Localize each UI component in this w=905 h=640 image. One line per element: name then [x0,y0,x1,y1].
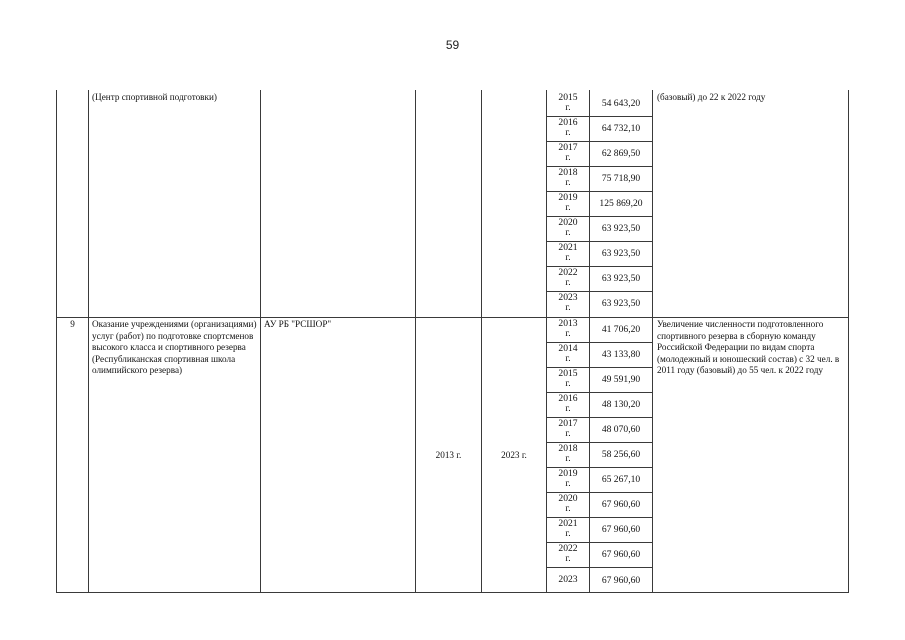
amount-cell: 67 960,60 [601,575,641,586]
year-cell: 2018 г. [558,443,578,464]
entry-executor-cell: АУ РБ "РСШОР" [264,319,332,329]
amount-cell: 43 133,80 [601,349,641,360]
amount-cell: 41 706,20 [601,324,641,335]
amount-cell: 63 923,50 [601,273,641,284]
page-number: 59 [445,38,460,52]
amount-cell: 48 130,20 [601,399,641,410]
year-cell: 2021 г. [558,518,578,539]
amount-cell: 58 256,60 [601,449,641,460]
year-cell: 2022 г. [558,543,578,564]
carryover-name-cell: (Центр спортивной подготовки) [92,92,217,102]
year-cell: 2023 г. [558,292,578,313]
amount-cell: 65 267,10 [601,474,641,485]
year-cell: 2017 г. [558,142,578,163]
year-cell: 2019 г. [558,192,578,213]
year-cell: 2021 г. [558,242,578,263]
year-cell: 2016 г. [558,117,578,138]
year-cell: 2015 г. [558,368,578,389]
amount-cell: 63 923,50 [601,298,641,309]
amount-cell: 63 923,50 [601,223,641,234]
year-cell: 2014 г. [558,343,578,364]
year-cell: 2022 г. [558,267,578,288]
year-cell: 2018 г. [558,167,578,188]
entry-number-cell: 9 [70,319,75,329]
amount-cell: 67 960,60 [601,499,641,510]
year-cell: 2020 г. [558,493,578,514]
year-cell: 2013 г. [558,318,578,339]
amount-cell: 64 732,10 [601,123,641,134]
year-cell: 2019 г. [558,468,578,489]
carryover-indicator-cell: (базовый) до 22 к 2022 году [657,92,766,102]
amount-cell: 75 718,90 [601,173,641,184]
amount-cell: 62 869,50 [601,148,641,159]
year-cell: 2015 г. [558,92,578,113]
entry-name-cell: Оказание учреждениями (организациями) услуг (работ) по подготовке спортсменов высокого класса и спортивного резерва (Республиканская спортивная школа олимпийского резерва) [92,319,257,375]
year-cell: 2020 г. [558,217,578,238]
amount-cell: 125 869,20 [599,198,643,209]
year-cell: 2017 г. [558,418,578,439]
entry-start-cell: 2013 г. [435,450,462,460]
amount-cell: 49 591,90 [601,374,641,385]
amount-cell: 63 923,50 [601,248,641,259]
year-cell: 2023 [558,574,578,585]
amount-cell: 67 960,60 [601,524,641,535]
amount-cell: 48 070,60 [601,424,641,435]
amount-cell: 67 960,60 [601,549,641,560]
entry-end-cell: 2023 г. [501,450,527,460]
year-cell: 2016 г. [558,393,578,414]
entry-indicator-cell: Увеличение численности подготовленного спортивного резерва в сборную команду Российской Федерации по видам спорта (молодежный и юношеский состав) с 32 чел. в 2011 году (базовый) до 55 чел. к 2022 году [657,319,840,375]
amount-cell: 54 643,20 [601,98,641,109]
